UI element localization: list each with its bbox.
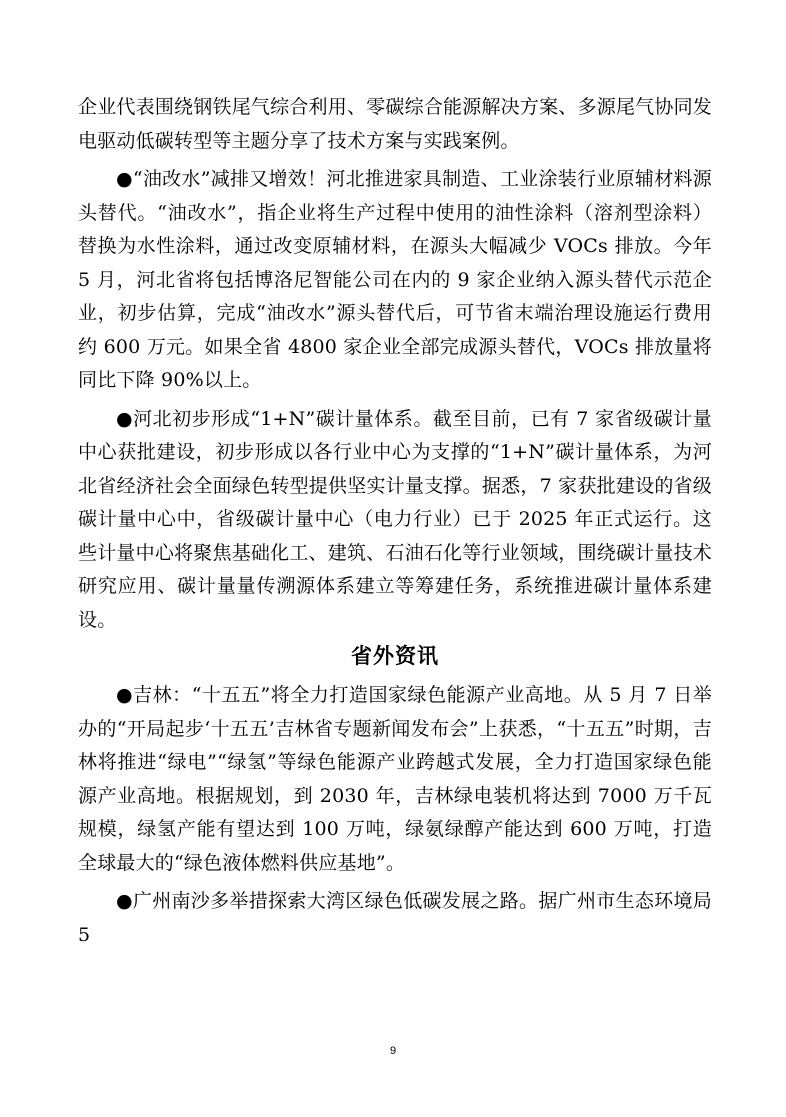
paragraph-guangzhou-nansha: ●广州南沙多举措探索大湾区绿色低碳发展之路。据广州市生态环境局 5: [78, 890, 712, 946]
page-content: [78, 91, 712, 952]
section-title-outside-province-news: 省外资讯: [351, 644, 439, 668]
paragraph-hebei-carbon-metering: ●河北初步形成“1+N”碳计量体系。截至目前，已有 7 家省级碳计量中心获批建设，初步形成以各行业中心为支撑的“1+N”碳计量体系，为河北省经济社会全面绿色转型提供坚实计量支撑。据悉，7 家获批建设的省级碳计量中心中，省级碳计量中心（电力行业）已于 2025 年正式运行。这些计量中心将聚焦基础化工、建筑、石油石化等行业领域，围绕碳计量技术研究应用、碳计量量传溯源体系建立等筹建任务，系统推进碳计量体系建设。: [78, 407, 712, 631]
paragraph-hebei-oil-to-water: ●“油改水”减排又增效！河北推进家具制造、工业涂装行业原辅材料源头替代。“油改水”，指企业将生产过程中使用的油性涂料（溶剂型涂料）替换为水性涂料，通过改变原辅材料，在源头大幅减少 VOCs 排放。今年 5 月，河北省将包括博洛尼智能公司在内的 9 家企业纳入源头替代示范企业，初步估算，完成“油改水”源头替代后，可节省末端治理设施运行费用约 600 万元。如果全省 4800 家企业全部完成源头替代，VOCs 排放量将同比下降 90%以上。: [78, 168, 712, 391]
paragraph-jilin-green-energy: ●吉林：“十五五”将全力打造国家绿色能源产业高地。从 5 月 7 日举办的“开局起步‘十五五’吉林省专题新闻发布会”上获悉，“十五五”时期，吉林将推进“绿电”“绿氢”等绿色能源产业跨越式发展，全力打造国家绿色能源产业高地。根据规划，到 2030 年，吉林绿电装机将达到 7000 万千瓦规模，绿氢产能有望达到 100 万吨，绿氨绿醇产能达到 600 万吨，打造全球最大的“绿色液体燃料供应基地”。: [78, 684, 712, 874]
paragraph-steel-tailgas-summary: 企业代表围绕钢铁尾气综合利用、零碳综合能源解决方案、多源尾气协同发电驱动低碳转型等主题分享了技术方案与实践案例。: [78, 96, 712, 152]
page-number: 9: [389, 1045, 397, 1057]
